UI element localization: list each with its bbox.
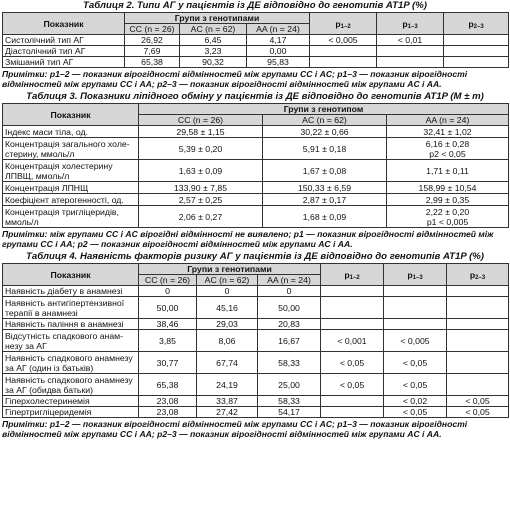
cell-aa-value: 32,41 ± 1,02 [423, 126, 472, 137]
table-row [3, 138, 509, 160]
cell-p13 [384, 297, 447, 319]
cell-cc: 38,46 [139, 319, 197, 330]
table-row [3, 297, 509, 319]
cell-aa [387, 160, 509, 182]
cell-cc: 1,63 ± 0,09 [139, 160, 263, 182]
table-row [3, 46, 509, 57]
cell-aa [387, 206, 509, 228]
cell-ac: 1,68 ± 0,09 [263, 206, 387, 228]
cell-p23 [444, 35, 509, 46]
table4-header-cc: CC (n = 26) [139, 275, 197, 286]
cell-aa: 0 [258, 286, 321, 297]
cell-cc: 2,06 ± 0,27 [139, 206, 263, 228]
row-label: Наявність діабету в анамнезі [3, 286, 139, 297]
cell-p13: < 0,005 [384, 330, 447, 352]
cell-aa-value: 6,16 ± 0,28 [425, 138, 470, 149]
cell-cc: 50,00 [139, 297, 197, 319]
cell-aa: 95,83 [247, 57, 310, 68]
table-row [3, 319, 509, 330]
cell-cc: 30,77 [139, 352, 197, 374]
table-row [3, 330, 509, 352]
cell-p12 [310, 57, 377, 68]
cell-ac: 5,91 ± 0,18 [263, 138, 387, 160]
table2-header-p13: $p_{1-3}$ [377, 13, 444, 35]
table3-header-cc: CC (n = 26) [139, 115, 263, 126]
cell-p12 [321, 319, 384, 330]
row-label: Наявність антигіпертензивної терапії в анамнезі [3, 297, 139, 319]
table-row [3, 160, 509, 182]
row-label: Відсутність спадкового анамнезу за АГ [3, 330, 139, 352]
cell-p13: < 0,05 [384, 374, 447, 396]
cell-aa: 54,17 [258, 407, 321, 418]
table4-header-indicator: Показник [3, 264, 139, 286]
table2-caption: Таблиця 2. Типи АГ у пацієнтів із ДЕ відповідно до генотипів AT1P (%) [83, 0, 427, 11]
cell-p23 [447, 286, 509, 297]
cell-p23 [444, 57, 509, 68]
table-row [3, 374, 509, 396]
cell-p23 [447, 330, 509, 352]
cell-aa-value: 158,99 ± 10,54 [418, 182, 477, 193]
cell-p23 [447, 297, 509, 319]
row-label: Гіпертригліцеридемія [3, 407, 139, 418]
row-label: Діастолічний тип АГ [3, 46, 125, 57]
table-row [3, 194, 509, 206]
cell-ac: 1,67 ± 0,08 [263, 160, 387, 182]
cell-aa-value: 1,71 ± 0,11 [426, 165, 469, 176]
table3-header-groups: Групи з генотипом [139, 104, 509, 115]
row-label: Концентрація загального холестерину, ммоль/л [3, 138, 139, 160]
cell-cc: 133,90 ± 7,85 [139, 182, 263, 194]
cell-p12 [310, 46, 377, 57]
row-label: Наявність спадкового анамнезу за АГ (обидва батьки) [3, 374, 139, 396]
cell-aa: 0,00 [247, 46, 310, 57]
cell-ac: 67,74 [197, 352, 258, 374]
cell-ac: 6,45 [180, 35, 247, 46]
table4-header-aa: AA (n = 24) [258, 275, 321, 286]
cell-cc: 26,92 [125, 35, 180, 46]
cell-aa: 58,33 [258, 396, 321, 407]
cell-p13 [384, 319, 447, 330]
cell-p23 [447, 374, 509, 396]
cell-aa: 25,00 [258, 374, 321, 396]
table3-caption: Таблиця 3. Показники ліпідного обміну у пацієнтів із ДЕ відповідно до генотипів AT1P (M ± m) [26, 91, 484, 102]
cell-aa: 16,67 [258, 330, 321, 352]
table2-header-groups: Групи з генотипами [125, 13, 310, 24]
cell-ac: 8,06 [197, 330, 258, 352]
cell-ac: 33,87 [197, 396, 258, 407]
cell-p23 [447, 319, 509, 330]
table-row [3, 396, 509, 407]
cell-aa [387, 126, 509, 138]
row-label: Концентрація холестерину ЛПВЩ, ммоль/л [3, 160, 139, 182]
row-label: Систолічний тип АГ [3, 35, 125, 46]
cell-p23: < 0,05 [447, 396, 509, 407]
cell-ac: 3,23 [180, 46, 247, 57]
cell-p12 [321, 396, 384, 407]
row-label: Гіперхолестеринемія [3, 396, 139, 407]
table2 [2, 12, 509, 68]
row-label: Концентрація ЛПНЩ [3, 182, 139, 194]
table-row [3, 126, 509, 138]
table2-header-p23: $p_{2-3}$ [444, 13, 509, 35]
table-row [3, 352, 509, 374]
cell-p13: < 0,05 [384, 352, 447, 374]
table3-note: Примітки: між групами CC і AC вірогідні відмінності не виявлено; p1 — показник вірогідності відмінностей між групами CC і AA; p2 — показник вірогідності відмінностей між групами AC і AA. [2, 229, 494, 249]
table2-header-ac: AC (n = 62) [180, 24, 247, 35]
cell-p13: < 0,02 [384, 396, 447, 407]
row-label: Наявність паління в анамнезі [3, 319, 139, 330]
cell-cc: 23,08 [139, 396, 197, 407]
cell-p12: < 0,05 [321, 374, 384, 396]
cell-p12: < 0,005 [310, 35, 377, 46]
table-row [3, 57, 509, 68]
cell-p12 [321, 286, 384, 297]
table3-header-ac: AC (n = 62) [263, 115, 387, 126]
cell-ac: 0 [197, 286, 258, 297]
cell-aa: 4,17 [247, 35, 310, 46]
table2-header-cc: CC (n = 26) [125, 24, 180, 35]
table4-header-ac: AC (n = 62) [197, 275, 258, 286]
row-label: Індекс маси тіла, од. [3, 126, 139, 138]
cell-p12 [321, 407, 384, 418]
cell-aa-pvalue: p2 < 0,05 [429, 148, 466, 159]
table3 [2, 103, 509, 228]
cell-cc: 5,39 ± 0,20 [139, 138, 263, 160]
cell-p12: < 0,05 [321, 352, 384, 374]
table4 [2, 263, 509, 418]
cell-aa: 20,83 [258, 319, 321, 330]
cell-p13: < 0,01 [377, 35, 444, 46]
table-row [3, 286, 509, 297]
cell-p13 [377, 46, 444, 57]
cell-p23: < 0,05 [447, 407, 509, 418]
table3-header-aa: AA (n = 24) [387, 115, 509, 126]
cell-ac: 2,87 ± 0,17 [263, 194, 387, 206]
cell-cc: 29,58 ± 1,15 [139, 126, 263, 138]
cell-cc: 2,57 ± 0,25 [139, 194, 263, 206]
cell-ac: 150,33 ± 6,59 [263, 182, 387, 194]
cell-aa [387, 194, 509, 206]
cell-ac: 24,19 [197, 374, 258, 396]
row-label: Змішаний тип АГ [3, 57, 125, 68]
table2-header-p12: $p_{1-2}$ [310, 13, 377, 35]
cell-p13: < 0,05 [384, 407, 447, 418]
table2-header-indicator: Показник [3, 13, 125, 35]
table4-header-p23: $p_{2-3}$ [447, 264, 509, 286]
table4-caption: Таблиця 4. Наявність факторів ризику АГ у пацієнтів із ДЕ відповідно до генотипів AT1P (%) [26, 251, 484, 262]
table3-header-indicator: Показник [3, 104, 139, 126]
cell-aa: 50,00 [258, 297, 321, 319]
table2-note: Примітки: p1–2 — показник вірогідності відмінностей між групами CC і AC; p1–3 — показник вірогідності відмінностей між групами CC і AA; p2–3 — показник вірогідності відмінностей між групами AC і AA. [2, 69, 468, 89]
cell-cc: 3,85 [139, 330, 197, 352]
cell-p23 [447, 352, 509, 374]
cell-aa: 58,33 [258, 352, 321, 374]
cell-cc: 0 [139, 286, 197, 297]
cell-aa-value: 2,99 ± 0,35 [425, 194, 470, 205]
cell-ac: 27,42 [197, 407, 258, 418]
cell-ac: 45,16 [197, 297, 258, 319]
cell-cc: 65,38 [139, 374, 197, 396]
table-row [3, 206, 509, 228]
row-label: Наявність спадкового анамнезу за АГ (один із батьків) [3, 352, 139, 374]
cell-cc: 65,38 [125, 57, 180, 68]
cell-cc: 7,69 [125, 46, 180, 57]
cell-p13 [384, 286, 447, 297]
table-row [3, 35, 509, 46]
table4-header-p12: $p_{1-2}$ [321, 264, 384, 286]
document-page [2, 0, 508, 439]
cell-ac: 29,03 [197, 319, 258, 330]
cell-p12: < 0,001 [321, 330, 384, 352]
cell-cc: 23,08 [139, 407, 197, 418]
cell-ac: 30,22 ± 0,66 [263, 126, 387, 138]
table-row [3, 182, 509, 194]
table4-header-groups: Групи з генотипами [139, 264, 321, 275]
cell-aa-value: 2,22 ± 0,20 [425, 206, 470, 217]
cell-p12 [321, 297, 384, 319]
row-label: Коефіцієнт атерогенності, од. [3, 194, 139, 206]
cell-aa [387, 138, 509, 160]
cell-aa-pvalue: p1 < 0,005 [426, 216, 469, 227]
row-label: Концентрація тригліцеридів, ммоль/л [3, 206, 139, 228]
table4-header-p13: $p_{1-3}$ [384, 264, 447, 286]
cell-aa [387, 182, 509, 194]
cell-ac: 90,32 [180, 57, 247, 68]
cell-p13 [377, 57, 444, 68]
cell-p23 [444, 46, 509, 57]
table2-header-aa: AA (n = 24) [247, 24, 310, 35]
table-row [3, 407, 509, 418]
table4-note: Примітки: p1–2 — показник вірогідності відмінностей між групами CC і AC; p1–3 — показник вірогідності відмінностей між групами CC і AA; p2–3 — показник вірогідності відмінностей між групами AC і AA. [2, 419, 468, 439]
